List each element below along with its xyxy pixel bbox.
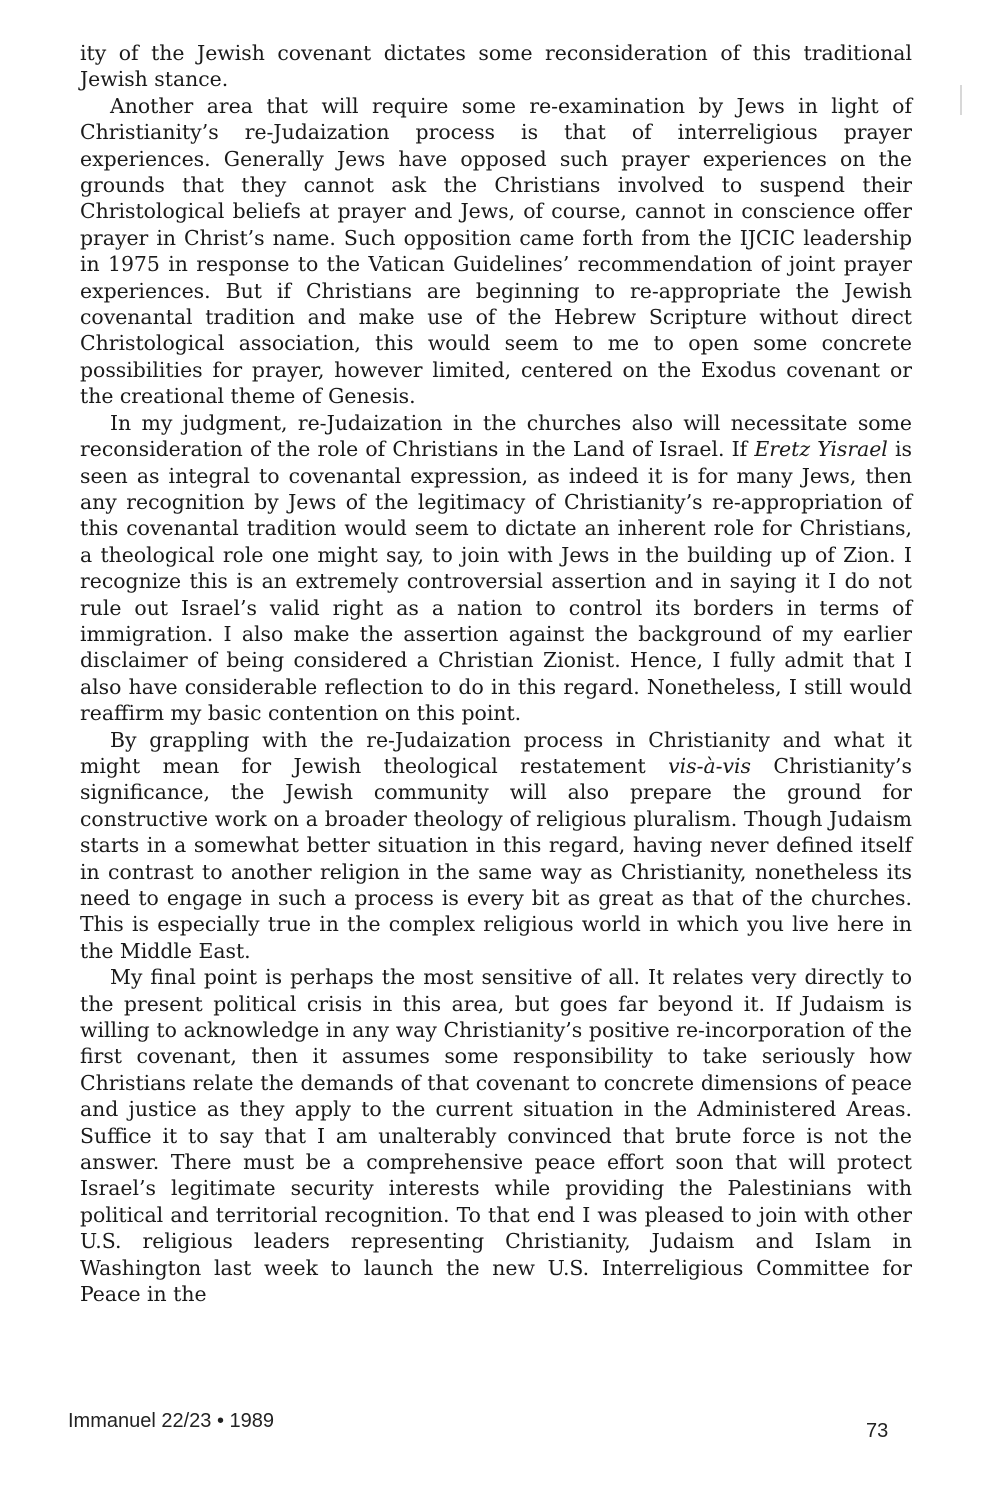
italic-text: vis-à-vis (668, 753, 752, 778)
paragraph (80, 93, 912, 410)
paragraph-text: In my judgment, re-Judaization in the churches also will necessitate some reconsideration of the role of Christians in the Land of Israel. If (80, 410, 912, 462)
paragraph-text: Another area that will require some re-examination by Jews in light of Christianity’s re-Judaization process is that of interreligious prayer experiences. Generally Jews have opposed such prayer experiences on the grounds that they cannot ask the Christians involved to suspend their Christological beliefs at prayer and Jews, of course, cannot in conscience offer prayer in Christ’s name. Such opposition came forth from the IJCIC leadership in 1975 in response to the Vatican Guidelines’ recommendation of joint prayer experiences. But if Christians are beginning to re-appropriate the Jewish covenantal tradition and make use of the Hebrew Scripture without direct Christological association, this would seem to me to open some concrete possibilities for prayer, however limited, centered on the Exodus covenant or the creational theme of Genesis. (80, 93, 912, 409)
paragraph (80, 40, 912, 93)
paragraph (80, 727, 912, 965)
page-number: 73 (866, 1420, 889, 1442)
footer-journal: Immanuel 22/23 • 1989 (68, 1410, 275, 1432)
paragraph-text: My final point is perhaps the most sensitive of all. It relates very directly to the present political crisis in this area, but goes far beyond it. If Judaism is willing to acknowledge in any way Christianity’s positive re-incorporation of the first covenant, then it assumes some responsibility to take seriously how Christians relate the demands of that covenant to concrete dimensions of peace and justice as they apply to the current situation in the Administered Areas. Suffice it to say that I am unalterably convinced that brute force is not the answer. There must be a comprehensive peace effort soon that will protect Israel’s legitimate security interests while providing the Palestinians with political and territorial recognition. To that end I was pleased to join with other U.S. religious leaders representing Christianity, Judaism and Islam in Washington last week to launch the new U.S. Interreligious Committee for Peace in the (80, 965, 912, 1307)
paragraph-text: By grappling with the re-Judaization process in Christianity and what it might mean for Jewish theological restatement (80, 727, 912, 778)
body-text (80, 40, 912, 1308)
paragraph-text: is seen as integral to covenantal expression, as indeed it is for many Jews, then any recognition by Jews of the legitimacy of Christianity’s re-appropriation of this covenantal tradition would seem to dictate an inherent role for Christians, a theological role one might say, to join with Jews in the building up of Zion. I recognize this is an extremely controversial assertion and in saying it I do not rule out Israel’s valid right as a nation to control its borders in terms of immigration. I also make the assertion against the background of my earlier disclaimer of being considered a Christian Zionist. Hence, I fully admit that I also have considerable reflection to do in this regard. Nonetheless, I still would reaffirm my basic contention on this point. (80, 437, 912, 726)
italic-text: Eretz Yisrael (754, 437, 888, 462)
paragraph (80, 410, 912, 727)
paragraph-text: Christianity’s significance, the Jewish community will also prepare the ground for constructive work on a broader theology of religious pluralism. Though Judaism starts in a somewhat better situation in this regard, having never defined itself in contrast to another religion in the same way as Christianity, nonetheless its need to engage in such a process is every bit as great as that of the churches. This is especially true in the complex religious world in which you live here in the Middle East. (80, 753, 912, 963)
paragraph (80, 964, 912, 1307)
paragraph-text: ity of the Jewish covenant dictates some reconsideration of this traditional Jewish stance. (80, 41, 912, 92)
margin-mark (960, 85, 962, 115)
